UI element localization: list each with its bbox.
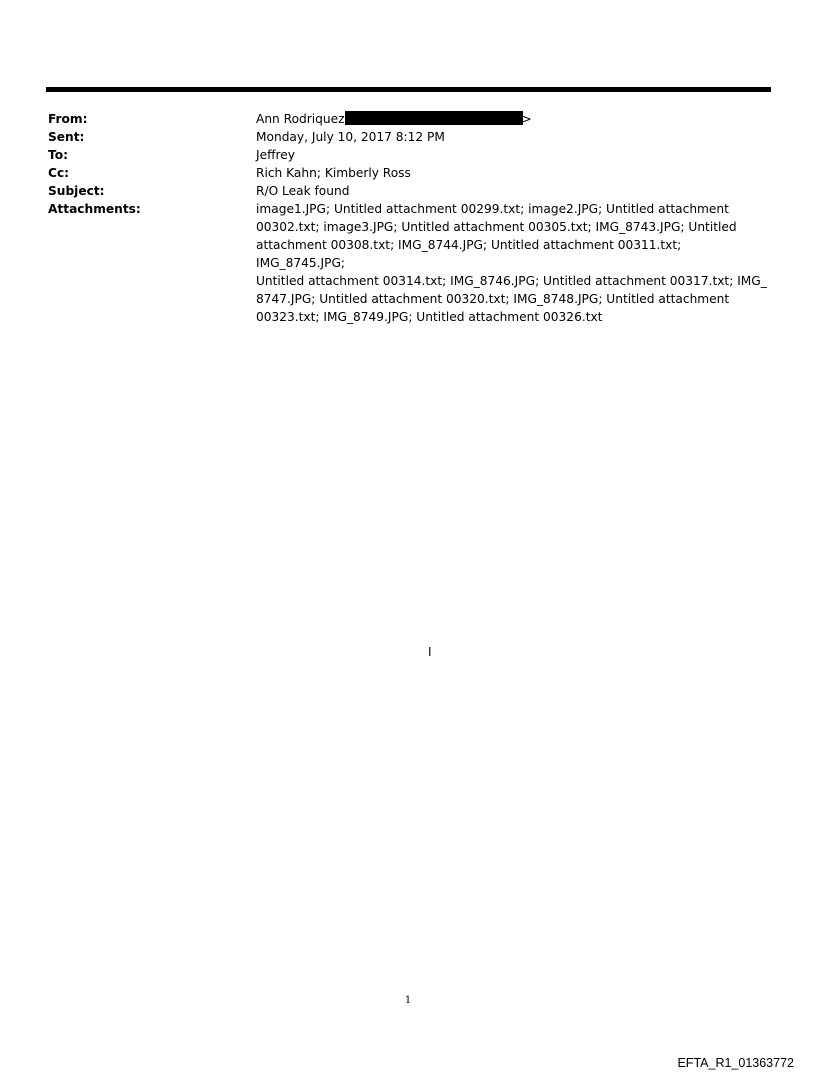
cc-label: Cc: (48, 166, 70, 180)
sent-value: Monday, July 10, 2017 8:12 PM (256, 130, 445, 144)
redaction-box (345, 111, 523, 125)
to-label: To: (48, 148, 68, 162)
sent-label: Sent: (48, 130, 85, 144)
page-number: 1 (404, 995, 412, 1006)
document-id: EFTA_R1_01363772 (677, 1056, 794, 1070)
subject-row (48, 182, 770, 200)
from-trailing: > (521, 112, 532, 126)
to-value: Jeffrey (256, 148, 295, 162)
subject-value: R/O Leak found (256, 184, 350, 198)
from-row (48, 110, 770, 128)
attachments-line: image1.JPG; Untitled attachment 00299.txt; image2.JPG; Untitled attachment (256, 202, 729, 216)
attachments-line: 00302.txt; image3.JPG; Untitled attachment 00305.txt; IMG_8743.JPG; Untitled (256, 220, 737, 234)
body-text-mark: I (428, 645, 432, 659)
sent-row (48, 128, 770, 146)
from-value (256, 110, 770, 128)
header-divider (46, 87, 771, 92)
attachments-label: Attachments: (48, 202, 141, 216)
attachments-value (256, 200, 770, 326)
from-name: Ann Rodriquez (256, 112, 345, 126)
from-label: From: (48, 112, 88, 126)
cc-value: Rich Kahn; Kimberly Ross (256, 166, 411, 180)
cc-row (48, 164, 770, 182)
attachments-line: attachment 00308.txt; IMG_8744.JPG; Untitled attachment 00311.txt; IMG_8745.JPG; (256, 238, 682, 270)
attachments-line: 8747.JPG; Untitled attachment 00320.txt; IMG_8748.JPG; Untitled attachment (256, 292, 730, 306)
attachments-line: Untitled attachment 00314.txt; IMG_8746.JPG; Untitled attachment 00317.txt; IMG_ (256, 274, 767, 288)
attachments-line: 00323.txt; IMG_8749.JPG; Untitled attachment 00326.txt (256, 310, 603, 324)
to-row (48, 146, 770, 164)
subject-label: Subject: (48, 184, 105, 198)
attachments-row (48, 200, 770, 326)
email-header (48, 110, 770, 326)
